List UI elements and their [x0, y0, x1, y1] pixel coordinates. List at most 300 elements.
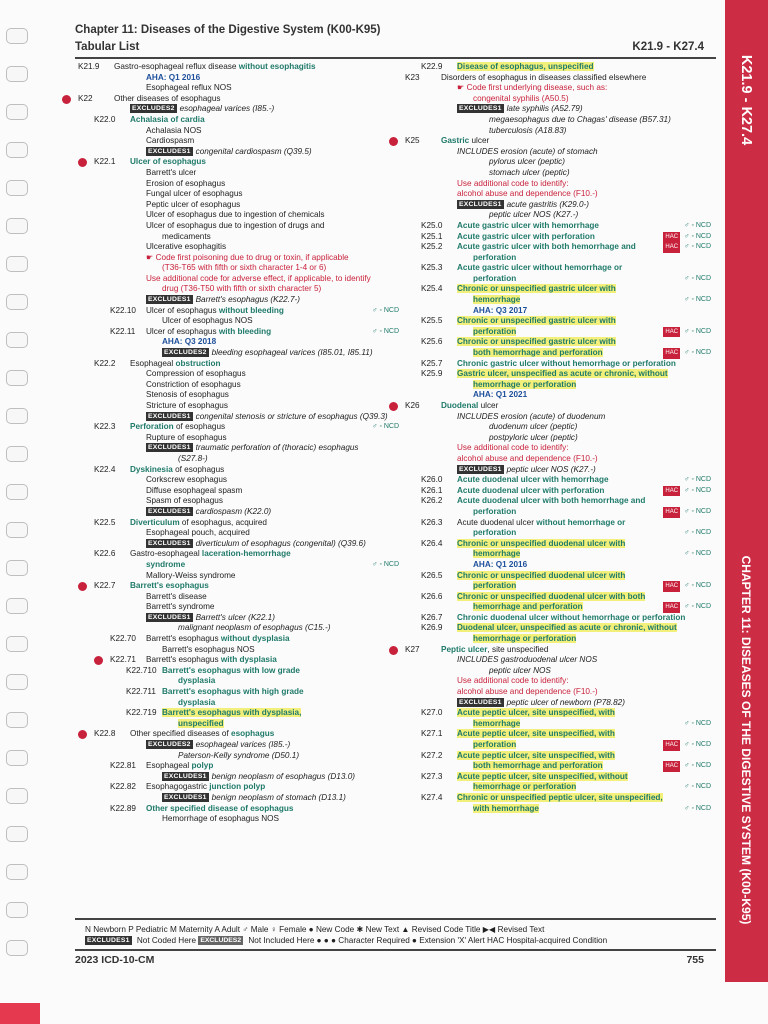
character-required-icon — [78, 730, 87, 739]
entry-line — [405, 443, 715, 454]
entry-text: Ulcer of esophagus due to ingestion of chemicals — [146, 210, 325, 220]
icd-code: K22.1 — [94, 157, 116, 167]
excludes-badge: EXCLUDES1 — [148, 613, 191, 621]
edit-flags: HAC ♂ ◦ NCD — [661, 507, 711, 518]
entry-line — [405, 147, 715, 158]
character-required-icon — [389, 402, 398, 411]
entry-line — [78, 571, 403, 582]
entry-text: benign neoplasm of esophagus (D13.0) — [211, 771, 355, 781]
entry-line — [405, 295, 715, 306]
icd-code: K22.10 — [110, 305, 136, 315]
entry-line — [405, 126, 715, 137]
entry-text: Ulcer of esophagus NOS — [162, 316, 253, 326]
chapter-tab-label: CHAPTER 11: DISEASES OF THE DIGESTIVE SYSTEM (K00-K95) — [739, 555, 753, 925]
entry-line — [405, 676, 715, 687]
character-required-icon — [94, 656, 103, 665]
entry-line — [405, 454, 715, 465]
entry-line — [78, 433, 403, 444]
entry-text: peptic ulcer NOS (K27.-) — [506, 464, 596, 474]
entry-line — [405, 189, 715, 200]
entry-line — [78, 475, 403, 486]
entry-text: Acute peptic ulcer, site unspecified, without — [457, 771, 628, 781]
icd-code: K26.9 — [421, 623, 443, 633]
entry-text: drug (T36-T50 with fifth or sixth character 5) — [162, 284, 322, 294]
entry-text: syndrome — [146, 559, 186, 569]
entry-text: Barrett's esophagus NOS — [162, 644, 255, 654]
excludes-badge: EXCLUDES2 — [148, 741, 191, 748]
entry-text: ulcer — [478, 401, 499, 410]
entry-text: hemorrhage — [473, 295, 521, 305]
entry-text: INCLUDES erosion (acute) of stomach — [457, 146, 598, 156]
icd-code: K25.7 — [421, 358, 443, 368]
icd-code: K22.5 — [94, 517, 116, 527]
edit-flags: ♂ ◦ NCD — [684, 274, 711, 282]
excludes-badge: EXCLUDES1 — [148, 507, 191, 515]
edit-flags: ♂ ◦ NCD — [684, 804, 711, 812]
entry-text: alcohol abuse and dependence (F10.-) — [457, 189, 598, 199]
icd-code: K25.5 — [421, 316, 443, 326]
entry-line — [78, 253, 403, 264]
code-entry — [405, 73, 715, 84]
icd-code: K22.0 — [94, 114, 116, 124]
entry-line — [78, 676, 403, 687]
icd-code: K22.6 — [94, 549, 116, 559]
entry-line — [405, 412, 715, 423]
icd-code: K22.2 — [94, 358, 116, 368]
entry-line — [78, 698, 403, 709]
entry-text: Ulcer of esophagus — [146, 326, 219, 336]
excludes1-key: EXCLUDES1 — [87, 937, 130, 944]
entry-text: alcohol abuse and dependence (F10.-) — [457, 687, 598, 697]
entry-text: congenital syphilis (A50.5) — [473, 93, 569, 103]
entry-line — [405, 306, 715, 317]
entry-text: Other diseases of esophagus — [114, 93, 221, 103]
entry-text: (S27.8-) — [178, 453, 208, 463]
code-entry — [405, 518, 715, 529]
entry-text: Hemorrhage of esophagus NOS — [162, 814, 279, 824]
entry-text: Peptic ulcer of esophagus — [146, 199, 241, 209]
entry-text: Acute gastric ulcer with hemorrhage — [457, 220, 599, 230]
icd-code: K27.0 — [421, 708, 443, 718]
excludes-badge: EXCLUDES1 — [148, 444, 191, 452]
entry-line — [405, 380, 715, 391]
entry-text: cardiospasm (K22.0) — [195, 506, 272, 516]
entry-line — [405, 687, 715, 698]
icd-code: K25 — [405, 136, 420, 146]
entry-line — [78, 369, 403, 380]
entry-line — [78, 496, 403, 507]
entry-text: perforation — [473, 506, 517, 516]
entry-line — [78, 623, 403, 634]
entry-text: Rupture of esophagus — [146, 432, 227, 442]
entry-text: Acute duodenal ulcer with both hemorrhage and — [457, 496, 646, 506]
entry-text: Stricture of esophagus — [146, 401, 228, 410]
entry-line — [78, 772, 403, 783]
entry-text: Disorders of esophagus in diseases classified elsewhere — [441, 72, 647, 82]
code-entry — [405, 263, 715, 274]
edit-flags: HAC ♂ ◦ NCD — [661, 486, 711, 497]
entry-text: with hemorrhage — [473, 803, 539, 813]
edit-flags: ♂ ◦ NCD — [684, 550, 711, 558]
legend-rule-bottom — [75, 949, 716, 951]
entry-text: Diffuse esophageal spasm — [146, 485, 243, 495]
entry-line — [405, 390, 715, 401]
entry-text: Barrett's esophagus (K22.7-) — [195, 295, 301, 305]
entry-line — [78, 719, 403, 730]
excludes-badge: EXCLUDES1 — [164, 772, 207, 780]
entry-text: hemorrhage and perforation — [473, 602, 583, 612]
entry-text: Acute gastric ulcer with perforation — [457, 231, 595, 241]
entry-text: Chronic or unspecified duodenal ulcer with both — [457, 591, 646, 601]
entry-text: Esophagogastric — [146, 782, 210, 792]
entry-line — [405, 602, 715, 613]
icd-code: K27 — [405, 644, 420, 654]
entry-text: hemorrhage — [473, 718, 521, 728]
entry-text: Barrett's esophagus — [146, 655, 221, 665]
entry-line — [405, 528, 715, 539]
legend-row-2 — [85, 936, 607, 945]
entry-text: Erosion of esophagus — [146, 178, 226, 188]
entry-text: AHA: Q1 2016 — [473, 559, 528, 569]
entry-line — [78, 200, 403, 211]
page-number: 755 — [686, 954, 704, 966]
entry-text: alcohol abuse and dependence (F10.-) — [457, 453, 598, 463]
entry-line — [78, 126, 403, 137]
entry-text: congenital cardiospasm (Q39.5) — [195, 146, 312, 156]
icd-code: K22 — [78, 93, 93, 103]
entry-text: both hemorrhage and perforation — [473, 761, 603, 771]
icd-code: K26.2 — [421, 496, 443, 506]
icd-code: K22.711 — [126, 687, 156, 697]
entry-text: Chronic or unspecified gastric ulcer with — [457, 337, 616, 347]
entry-text: laceration-hemorrhage — [201, 549, 291, 559]
edit-flags: ♂ ◦ NCD — [684, 296, 711, 304]
entry-text: Chronic or unspecified duodenal ulcer with — [457, 570, 626, 580]
code-entry — [405, 613, 715, 624]
entry-text: dysplasia — [178, 676, 216, 686]
entry-text: low grade — [261, 665, 300, 675]
entry-line — [405, 83, 715, 94]
entry-line — [78, 443, 403, 454]
icd-code: K22.9 — [421, 62, 443, 71]
entry-text: perforation — [473, 273, 517, 283]
entry-text: peptic ulcer NOS — [489, 665, 551, 675]
entry-text: Duodenal ulcer, unspecified as acute or chronic, without — [457, 623, 677, 633]
entry-text: acute gastritis (K29.0-) — [506, 199, 589, 209]
edit-flags: ♂ ◦ NCD — [372, 306, 399, 314]
code-entry — [405, 475, 715, 486]
entry-text: Gastric ulcer, unspecified as acute or chronic, without — [457, 369, 668, 379]
entry-text: (T36-T65 with fifth or sixth character 1-4 or 6) — [162, 263, 327, 273]
character-required-icon — [62, 95, 71, 104]
entry-text: malignant neoplasm of esophagus (C15.-) — [178, 623, 331, 633]
edit-flags: ♂ ◦ NCD — [684, 783, 711, 791]
code-entry — [405, 232, 715, 243]
entry-text: Ulcer of esophagus — [130, 157, 206, 167]
excludes-badge: EXCLUDES1 — [148, 147, 191, 155]
entry-text: Acute peptic ulcer, site unspecified, with — [457, 708, 615, 718]
entry-line — [405, 782, 715, 793]
entry-line — [78, 380, 403, 391]
entry-text: Acute duodenal ulcer — [457, 517, 537, 527]
entry-text: bleeding esophageal varices (I85.01, I85.11) — [211, 348, 373, 358]
icd-code: K22.710 — [126, 665, 157, 675]
entry-text: of esophagus, acquired — [179, 517, 267, 527]
edit-flags: ♂ ◦ NCD — [684, 221, 711, 229]
entry-text: , site unspecified — [487, 644, 549, 654]
entry-line — [78, 645, 403, 656]
entry-text: Gastro-esophageal reflux disease — [114, 62, 239, 71]
entry-text: Use additional code to identify: — [457, 443, 569, 453]
entry-text: tuberculosis (A18.83) — [489, 125, 567, 135]
code-entry — [78, 359, 403, 370]
entry-line — [405, 549, 715, 560]
icd-code: K26 — [405, 401, 420, 410]
code-range: K21.9 - K27.4 — [632, 41, 704, 53]
code-entry — [78, 581, 403, 592]
code-entry — [405, 571, 715, 582]
entry-text: Esophageal — [146, 761, 192, 771]
entry-line — [405, 465, 715, 476]
entry-line — [78, 814, 403, 825]
entry-line — [405, 422, 715, 433]
entry-text: peptic ulcer NOS (K27.-) — [489, 210, 579, 220]
entry-text: Other specified diseases of — [130, 729, 232, 739]
code-entry — [405, 337, 715, 348]
legend-rule-top — [75, 918, 716, 920]
left-column — [78, 62, 403, 825]
entry-line — [78, 528, 403, 539]
entry-line — [78, 412, 403, 423]
code-entry — [405, 772, 715, 783]
code-entry — [405, 496, 715, 507]
entry-text: Ulcer of esophagus due to ingestion of drugs and — [146, 220, 325, 230]
icd-code: K25.1 — [421, 231, 443, 241]
entry-line — [78, 136, 403, 147]
icd-code: K25.3 — [421, 263, 443, 273]
entry-line — [78, 295, 403, 306]
entry-text: Fungal ulcer of esophagus — [146, 189, 243, 199]
entry-text: hemorrhage — [473, 549, 521, 559]
entry-line — [78, 168, 403, 179]
icd-code: K26.7 — [421, 612, 443, 622]
entry-text: perforation — [473, 326, 517, 336]
entry-line — [405, 433, 715, 444]
character-required-icon — [78, 158, 87, 167]
code-entry — [78, 782, 403, 793]
entry-text: unspecified — [178, 718, 224, 728]
icd-code: K22.8 — [94, 729, 116, 739]
entry-text: stomach ulcer (peptic) — [489, 167, 570, 177]
entry-text: Acute gastric ulcer with both hemorrhage and — [457, 242, 636, 252]
page-edge-tab — [0, 1003, 40, 1024]
entry-line — [78, 740, 403, 751]
entry-text: obstruction — [175, 358, 221, 368]
entry-line — [78, 751, 403, 762]
entry-line — [78, 83, 403, 94]
edit-flags: HAC ♂ ◦ NCD — [661, 602, 711, 613]
entry-text: Ulcer of esophagus — [146, 305, 219, 315]
entry-text: Other specified disease of esophagus — [146, 803, 294, 813]
code-entry — [78, 804, 403, 815]
entry-text: Chronic or unspecified gastric ulcer with — [457, 284, 616, 294]
entry-line — [405, 507, 715, 518]
entry-text: megaesophagus due to Chagas' disease (B57.31) — [489, 114, 671, 124]
icd-code: K27.2 — [421, 750, 443, 760]
code-entry — [78, 422, 403, 433]
excludes-badge: EXCLUDES1 — [148, 412, 191, 420]
entry-text: esophageal varices (I85.-) — [195, 740, 291, 749]
edit-flags: ♂ ◦ NCD — [684, 719, 711, 727]
code-entry — [78, 306, 403, 317]
entry-line — [78, 613, 403, 624]
entry-line — [405, 200, 715, 211]
edit-flags: ♂ ◦ NCD — [372, 423, 399, 431]
excludes-badge: EXCLUDES1 — [148, 296, 191, 304]
entry-text: peptic ulcer of newborn (P78.82) — [506, 697, 625, 707]
icd-code: K22.3 — [94, 422, 116, 432]
code-entry — [405, 136, 715, 147]
code-entry — [405, 486, 715, 497]
entry-line — [78, 486, 403, 497]
entry-line — [405, 157, 715, 168]
entry-text: dysplasia — [178, 697, 216, 707]
entry-text: without hemorrhage or — [536, 517, 626, 527]
code-entry — [405, 62, 715, 73]
entry-line — [405, 179, 715, 190]
entry-text: Use additional code for adverse effect, if applicable, to identify — [146, 273, 371, 283]
entry-text: INCLUDES gastroduodenal ulcer NOS — [457, 655, 598, 665]
entry-text: Chronic or unspecified peptic ulcer, site unspecified, — [457, 792, 663, 802]
entry-text: Barrett's esophagus — [146, 634, 221, 644]
right-column — [405, 62, 715, 814]
entry-text: Barrett's esophagus — [130, 581, 209, 591]
entry-line — [78, 147, 403, 158]
code-entry — [78, 62, 403, 73]
entry-text: AHA: Q3 2018 — [162, 337, 217, 347]
excludes-badge: EXCLUDES1 — [459, 105, 502, 113]
code-entry — [405, 645, 715, 656]
entry-line — [78, 560, 403, 571]
entry-text: hemorrhage or perforation — [473, 634, 577, 644]
icd-code: K22.7 — [94, 581, 116, 591]
entry-text: Acute peptic ulcer, site unspecified, with — [457, 750, 615, 760]
icd-code: K21.9 — [78, 62, 100, 71]
entry-text: AHA: Q1 2016 — [146, 72, 201, 82]
entry-text: without dysplasia — [220, 634, 290, 644]
entry-text: Diverticulum — [130, 517, 180, 527]
entry-line — [78, 539, 403, 550]
entry-text: Use additional code to identify: — [457, 676, 569, 686]
entry-line — [405, 274, 715, 285]
entry-line — [78, 274, 403, 285]
edit-flags: HAC ♂ ◦ NCD — [661, 348, 711, 359]
code-entry — [405, 729, 715, 740]
entry-text: late syphilis (A52.79) — [506, 104, 583, 114]
entry-text: INCLUDES erosion (acute) of duodenum — [457, 411, 606, 421]
header-rule — [75, 57, 716, 59]
entry-text: postpyloric ulcer (peptic) — [489, 432, 578, 442]
code-entry — [405, 316, 715, 327]
entry-text: Gastro-esophageal — [130, 549, 202, 559]
code-entry — [405, 708, 715, 719]
entry-text: Peptic ulcer — [441, 644, 488, 654]
icd-code: K26.4 — [421, 538, 443, 548]
entry-text: Barrett's disease — [146, 591, 207, 601]
entry-text: perforation — [473, 740, 517, 749]
icd-code: K26.1 — [421, 485, 443, 495]
entry-text: congenital stenosis or stricture of esophagus (Q39.3) — [195, 411, 388, 421]
entry-text: Barrett's ulcer — [146, 167, 197, 177]
code-entry — [405, 539, 715, 550]
entry-line — [405, 698, 715, 709]
entry-line — [78, 401, 403, 412]
entry-text: Spasm of esophagus — [146, 496, 223, 506]
entry-text: high grade — [261, 687, 304, 697]
entry-text: medicaments — [162, 231, 211, 241]
entry-line — [78, 454, 403, 465]
excludes-badge: EXCLUDES1 — [459, 200, 502, 208]
entry-line — [78, 221, 403, 232]
entry-line — [405, 94, 715, 105]
entry-line — [78, 592, 403, 603]
icd-code: K27.3 — [421, 771, 443, 781]
code-entry — [78, 634, 403, 645]
code-entry — [405, 623, 715, 634]
entry-text: Esophageal — [130, 358, 176, 368]
code-entry — [405, 242, 715, 253]
entry-text: Paterson-Kelly syndrome (D50.1) — [178, 750, 300, 760]
entry-text: Duodenal — [441, 401, 479, 410]
edit-flags: ♂ ◦ NCD — [684, 529, 711, 537]
entry-text: Chronic duodenal ulcer without hemorrhage or perforation — [457, 612, 686, 622]
edit-flags: HAC ♂ ◦ NCD — [661, 232, 711, 243]
entry-line — [405, 348, 715, 359]
entry-text: Esophageal reflux NOS — [146, 83, 232, 93]
code-entry — [78, 655, 403, 666]
entry-line — [78, 337, 403, 348]
icd-code: K25.6 — [421, 337, 443, 347]
entry-text: of esophagus — [172, 464, 225, 474]
entry-line — [405, 666, 715, 677]
edit-flags: HAC ♂ ◦ NCD — [661, 761, 711, 772]
icd-code: K25.2 — [421, 242, 443, 252]
code-entry — [405, 369, 715, 380]
entry-text: benign neoplasm of stomach (D13.1) — [211, 792, 346, 802]
entry-text: Dyskinesia — [130, 464, 173, 474]
entry-text: esophagus — [231, 729, 275, 739]
entry-text: AHA: Q1 2021 — [473, 390, 528, 400]
entry-text: Stenosis of esophagus — [146, 390, 229, 400]
code-entry — [78, 465, 403, 476]
entry-line — [405, 327, 715, 338]
code-entry — [405, 359, 715, 370]
legend-row-1: N Newborn P Pediatric M Maternity A Adult ♂ Male ♀ Female ● New Code ✱ New Text ▲ Revised Code Title ▶◀ Revised Text — [85, 925, 545, 934]
entry-text: ☛ Code first poisoning due to drug or toxin, if applicable — [146, 252, 349, 262]
icd-code: K26.3 — [421, 517, 443, 527]
footer-edition: 2023 ICD-10-CM — [75, 954, 155, 966]
entry-text: perforation — [473, 528, 517, 538]
entry-line — [405, 634, 715, 645]
entry-line — [405, 253, 715, 264]
entry-line — [78, 602, 403, 613]
entry-text: Chronic gastric ulcer without hemorrhage or perforation — [457, 358, 676, 368]
entry-text: Barrett's esophagus with — [162, 665, 262, 675]
icd-code: K27.4 — [421, 792, 443, 802]
icd-code: K22.70 — [110, 634, 136, 644]
entry-text: Achalasia of cardia — [130, 114, 205, 124]
code-entry — [78, 687, 403, 698]
